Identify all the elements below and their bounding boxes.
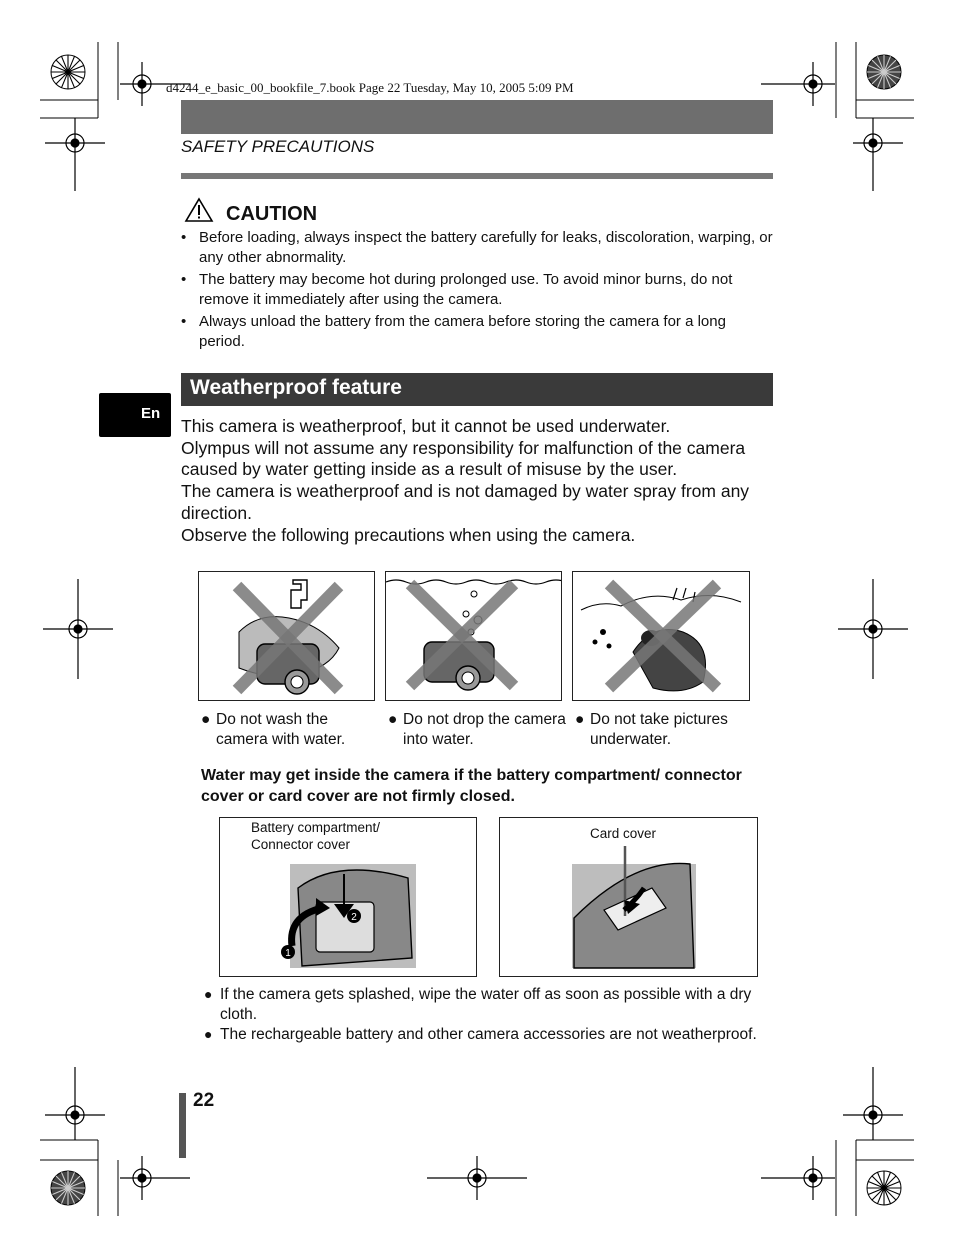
- section-heading: Weatherproof feature: [190, 376, 402, 399]
- list-item: ● If the camera gets splashed, wipe the water off as soon as possible with a dry cloth.: [204, 985, 764, 1024]
- bullet-icon: ●: [388, 711, 398, 728]
- list-item: • Always unload the battery from the camera before storing the camera for a long period.: [181, 312, 773, 352]
- header-bar: [181, 100, 773, 134]
- caution-title: CAUTION: [226, 203, 318, 225]
- language-tab: [99, 393, 171, 437]
- paragraph: This camera is weatherproof, but it cannot be used underwater.: [181, 416, 671, 436]
- page-number: 22: [193, 1090, 215, 1111]
- book-info-line: d4244_e_basic_00_bookfile_7.book Page 22 Tuesday, May 10, 2005 5:09 PM: [166, 80, 574, 95]
- warning-triangle-icon: [184, 197, 214, 223]
- caption-underwater: ● Do not take pictures underwater.: [575, 711, 728, 748]
- paragraph: Observe the following precautions when using the camera.: [181, 524, 636, 545]
- section-title: SAFETY PRECAUTIONS: [181, 137, 375, 156]
- caption-wash: ● Do not wash the camera with water.: [201, 711, 346, 748]
- illustration-drop: [385, 571, 562, 701]
- caution-list: [181, 228, 773, 354]
- underwater-photo-image: [573, 572, 749, 700]
- caption-drop: ● Do not drop the camera into water.: [388, 711, 566, 748]
- divider: [181, 173, 773, 179]
- language-tab-label: En: [141, 405, 161, 422]
- card-cover-label: Card cover: [590, 826, 657, 841]
- cover-warning: Water may get inside the camera if the battery compartment/ connector cover or card cover are not firmly closed.: [201, 767, 742, 805]
- illustration-underwater: [572, 571, 750, 701]
- paragraph: The camera is weatherproof and is not damaged by water spray from any direction.: [181, 481, 750, 523]
- list-item: • The battery may become hot during prolonged use. To avoid minor burns, do not remove it immediately after using the camera.: [181, 270, 773, 310]
- camera-wash-image: [199, 572, 374, 700]
- intro-text: [181, 416, 781, 546]
- list-item: ● The rechargeable battery and other camera accessories are not weatherproof.: [204, 1025, 764, 1045]
- battery-cover-label: Battery compartment/ Connector cover: [251, 820, 381, 852]
- page-marker-bar: [179, 1093, 186, 1158]
- svg-text:2: 2: [351, 912, 357, 923]
- tips-list: [204, 985, 764, 1046]
- svg-text:1: 1: [285, 948, 291, 959]
- bullet-icon: ●: [201, 711, 211, 728]
- paragraph: Olympus will not assume any responsibility for malfunction of the camera caused by water getting inside as a result of misuse by the user.: [181, 437, 746, 480]
- illustration-wash: [198, 571, 375, 701]
- bullet-icon: ●: [575, 711, 585, 728]
- list-item: • Before loading, always inspect the battery carefully for leaks, discoloration, warping, or any other abnormality.: [181, 228, 773, 268]
- camera-drop-image: [386, 572, 561, 700]
